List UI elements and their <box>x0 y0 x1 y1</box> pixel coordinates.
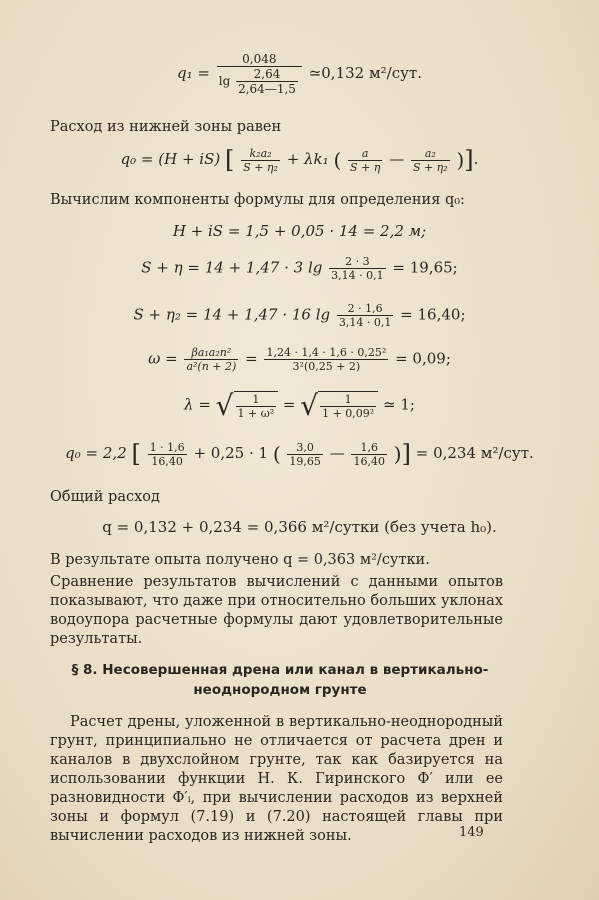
eq-s2-den: 3,14 · 0,1 <box>338 316 392 329</box>
equation-s-eta2 <box>0 302 599 329</box>
eq-s2-rhs: = 16,40; <box>400 305 466 324</box>
eq-lambda-radicand2 <box>318 391 378 420</box>
eq-lambda-frac2 <box>320 393 376 420</box>
eq-q1-denominator <box>217 67 302 96</box>
eq-q0-mid: + λk₁ <box>286 150 329 168</box>
sqrt-symbol: √ <box>215 388 234 422</box>
eq-q1-lg: lg <box>218 74 231 88</box>
equation-lambda <box>0 388 599 422</box>
equation-omega <box>0 346 599 373</box>
equation-q1 <box>0 52 599 96</box>
paragraph-compare: Сравнение результатов вычислений с данными опытов показывают, что даже при относительно больших уклонах водоупора расчетные формулы дают удовлетворительные результаты. <box>50 574 503 647</box>
eq-q0num-mid: + 0,25 · 1 <box>193 444 269 462</box>
eq-lambda-rhs: ≃ 1; <box>383 395 415 414</box>
equation-s-eta <box>0 255 599 282</box>
eq-omega-eq: = <box>245 349 258 368</box>
eq-omega-frac1 <box>184 346 238 373</box>
eq-q0-minus: — <box>389 150 405 168</box>
eq-omega-frac2-den: 3²(0,25 + 2) <box>292 360 361 373</box>
eq-s1-num: 2 · 3 <box>329 255 385 269</box>
eq-lambda-frac1-den: 1 + ω² <box>237 407 275 420</box>
eq-q1-inner-den: 2,64—1,5 <box>238 82 296 96</box>
eq-q1-rhs: ≃0,132 м²/сут. <box>308 64 422 82</box>
eq-s2-fraction <box>337 302 393 329</box>
eq-q1-numerator: 0,048 <box>217 52 302 67</box>
eq-q0num-frac3-den: 16,40 <box>353 454 385 468</box>
section-heading-line2: неоднородном грунте <box>193 682 367 698</box>
eq-q0num-frac1-num: 1 · 1,6 <box>149 440 185 454</box>
eq-omega-frac2-num: 1,24 · 1,4 · 1,6 · 0,25² <box>266 346 387 359</box>
eq-q1-lhs: q₁ = <box>177 64 210 82</box>
eq-q0-frac2-num: a <box>348 147 382 161</box>
eq-q1-inner-num: 2,64 <box>236 67 298 82</box>
equation-h-is: H + iS = 1,5 + 0,05 · 14 = 2,2 м; <box>172 222 427 240</box>
eq-q0num-frac1 <box>148 441 187 468</box>
paragraph-drain: Расчет дрены, уложенной в вертикально-неоднородный грунт, принципиально не отличается от расчета дрен и каналов в двухслойном грунте, так как базируется на использовании функции Н. К. Гиринского Φ′ или ее разновидности Φ′ᵢ, при вычислении расходов из верхней зоны и формул (7.19) и (7.20) настоящей главы при вычислении расходов из нижней зоны. <box>50 714 503 844</box>
eq-lambda-eq: = <box>282 395 296 414</box>
eq-omega-lhs: ω = <box>148 349 178 368</box>
eq-s2-lhs: S + η₂ = 14 + 1,47 · 16 lg <box>133 305 331 324</box>
eq-s1-rhs: = 19,65; <box>392 258 458 277</box>
eq-omega-frac1-den: a²(n + 2) <box>186 360 237 373</box>
equation-q0-formula: q₀ = (H + iS) [ $\frac{\text{k₂a₂}}{\text{S + η₂}}$ + λk₁ ( $\frac{a}{S + \eta}$ — $\frac{\text{a₂}}{\text{S + η₂}}$ )]. <box>120 146 479 174</box>
eq-q0-frac1-num: k₂a₂ <box>241 147 280 161</box>
eq-q0-frac3 <box>411 147 450 174</box>
eq-lambda-lhs: λ = <box>184 395 211 414</box>
eq-s2-num: 2 · 1,6 <box>337 302 393 316</box>
paragraph-total: Общий расход <box>50 489 160 505</box>
eq-q0num-frac2-den: 19,65 <box>289 454 321 468</box>
eq-q0-frac1 <box>241 147 280 174</box>
paragraph-lower-zone: Расход из нижней зоны равен <box>50 119 282 135</box>
paragraph-compute: Вычислим компоненты формулы для определения q₀: <box>50 192 465 208</box>
eq-q0num-minus: — <box>329 444 345 462</box>
eq-lambda-frac2-num: 1 <box>320 393 376 407</box>
eq-q1-fraction <box>217 52 302 96</box>
eq-s1-den: 3,14 · 0,1 <box>331 269 384 282</box>
page-number: 149 <box>459 825 484 840</box>
section-heading <box>60 660 500 700</box>
section-heading-line1: § 8. Несовершенная дрена или канал в вертикально- <box>71 662 489 678</box>
eq-q0num-frac3-num: 1,6 <box>351 441 387 455</box>
paragraph-result: В результате опыта получено q = 0,363 м²/сутки. <box>50 552 430 568</box>
eq-lambda-frac1 <box>236 393 277 420</box>
eq-q0num-frac1-den: 16,40 <box>151 454 183 468</box>
eq-lambda-frac1-num: 1 <box>236 393 277 407</box>
eq-q0-frac3-num: a₂ <box>411 147 450 161</box>
equation-total: q = 0,132 + 0,234 = 0,366 м²/сутки (без учета h₀). <box>102 518 497 536</box>
equation-q0-numeric: q₀ = 2,2 [ $\frac{1 \cdot 1,6}{16,40}$ + 0,25 · 1 ( $\frac{3,0}{19,65}$ — $\frac{1,6}{16,40}$ )] = 0,234 м²/сут. <box>65 440 534 468</box>
eq-lambda-frac2-den: 1 + 0,09² <box>322 407 375 420</box>
eq-s1-lhs: S + η = 14 + 1,47 · 3 lg <box>141 258 323 277</box>
eq-s1-fraction <box>329 255 385 282</box>
eq-q0-frac3-den: S + η₂ <box>412 160 448 174</box>
eq-omega-frac2 <box>264 346 388 373</box>
eq-q0num-frac3 <box>351 441 387 468</box>
eq-q1-inner-fraction <box>236 67 298 96</box>
eq-q0-frac2 <box>348 147 382 174</box>
eq-q0num-frac2-num: 3,0 <box>287 441 323 455</box>
eq-q0num-lhs: q₀ = 2,2 <box>65 444 127 462</box>
sqrt-symbol: √ <box>300 388 319 422</box>
eq-q0-end: . <box>473 150 479 168</box>
eq-q0-lhs: q₀ = (H + iS) <box>120 150 221 168</box>
eq-omega-rhs: = 0,09; <box>395 349 451 368</box>
eq-q0num-rhs: = 0,234 м²/сут. <box>415 444 534 462</box>
eq-lambda-radicand1 <box>234 391 279 420</box>
eq-q0-frac1-den: S + η₂ <box>243 160 278 174</box>
eq-omega-frac1-num: βa₁a₂n² <box>184 346 238 360</box>
eq-q0-frac2-den: S + η <box>350 160 381 174</box>
eq-q0num-frac2 <box>287 441 323 468</box>
